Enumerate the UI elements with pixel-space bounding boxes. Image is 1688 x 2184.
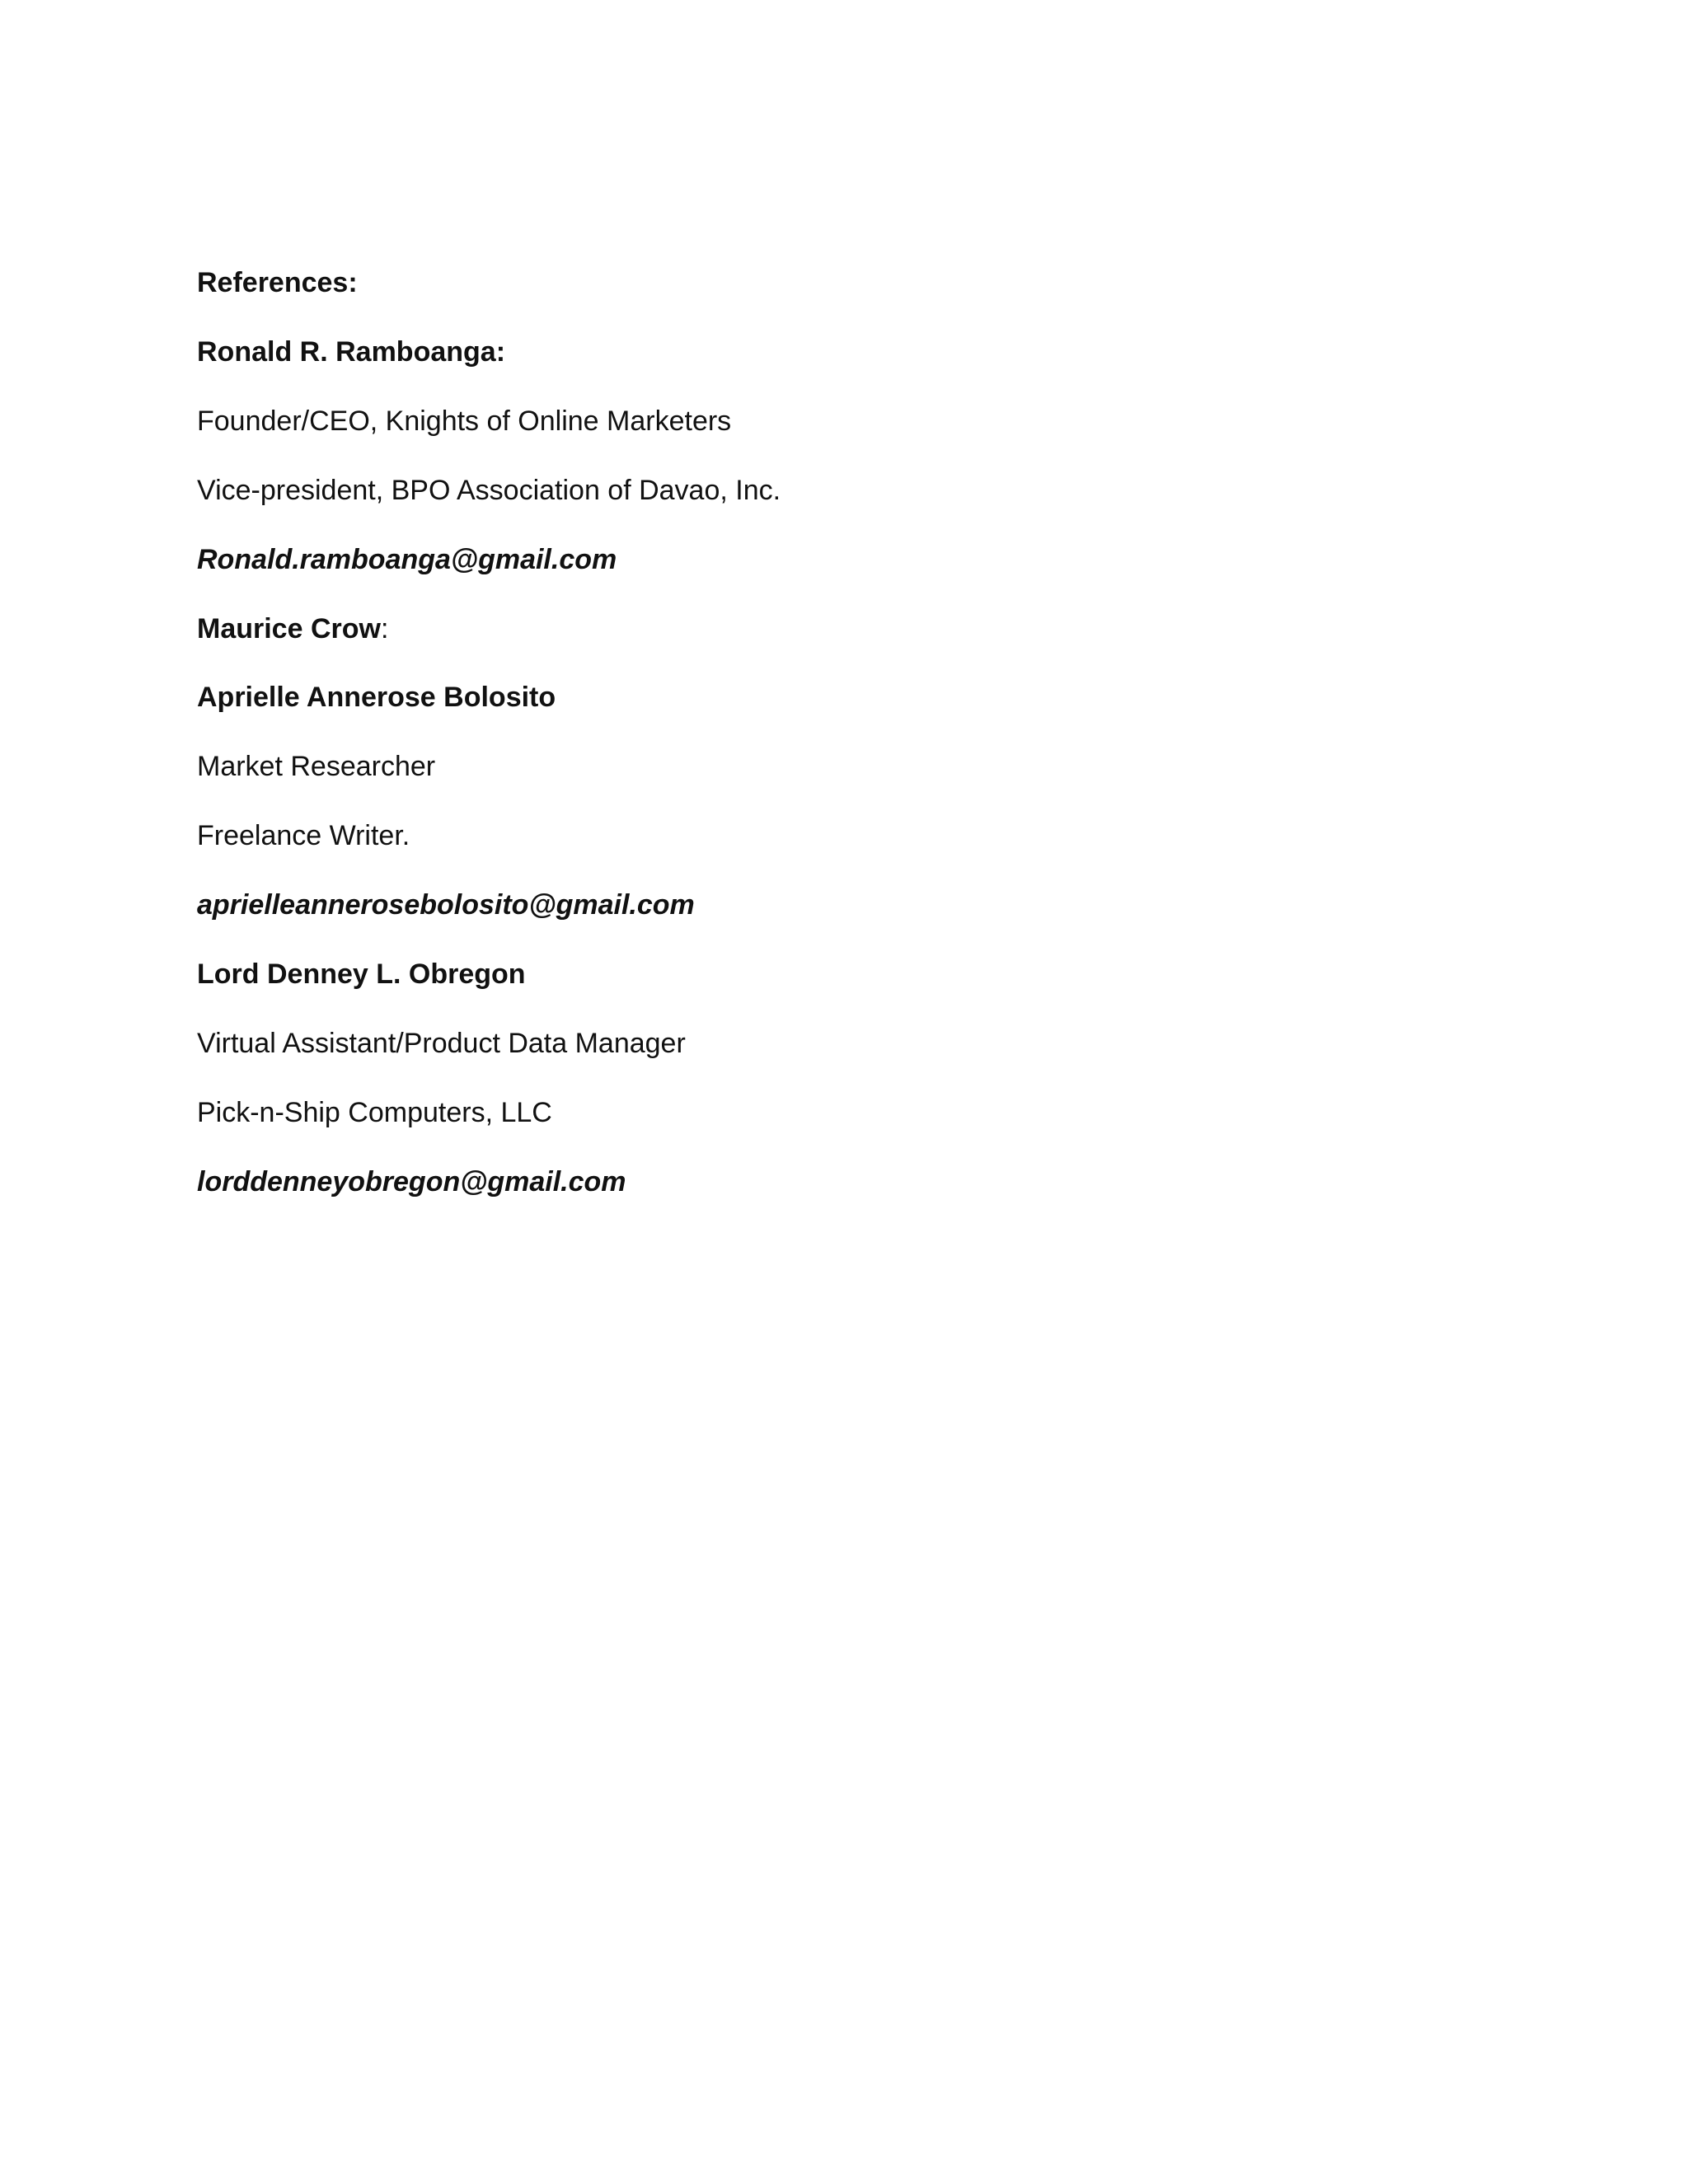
reference-detail: Freelance Writer. [197,820,410,851]
reference-detail: Market Researcher [197,751,436,782]
reference-name: Aprielle Annerose Bolosito [197,682,556,713]
reference-name-suffix: : [380,613,389,644]
reference-name-line [197,612,388,645]
reference-detail: Pick-n-Ship Computers, LLC [197,1097,552,1128]
reference-detail: Founder/CEO, Knights of Online Marketers [197,405,732,437]
reference-detail: Virtual Assistant/Product Data Manager [197,1028,686,1059]
reference-email: aprielleannerosebolosito@gmail.com [197,889,695,921]
reference-detail: Vice-president, BPO Association of Davao, Inc. [197,475,781,506]
reference-email: Ronald.ramboanga@gmail.com [197,544,617,575]
reference-name: Lord Denney L. Obregon [197,958,526,990]
references-heading: References: [197,267,358,298]
reference-name: Ronald R. Ramboanga: [197,336,506,368]
reference-email: lorddenneyobregon@gmail.com [197,1166,626,1197]
reference-name: Maurice Crow [197,613,381,644]
